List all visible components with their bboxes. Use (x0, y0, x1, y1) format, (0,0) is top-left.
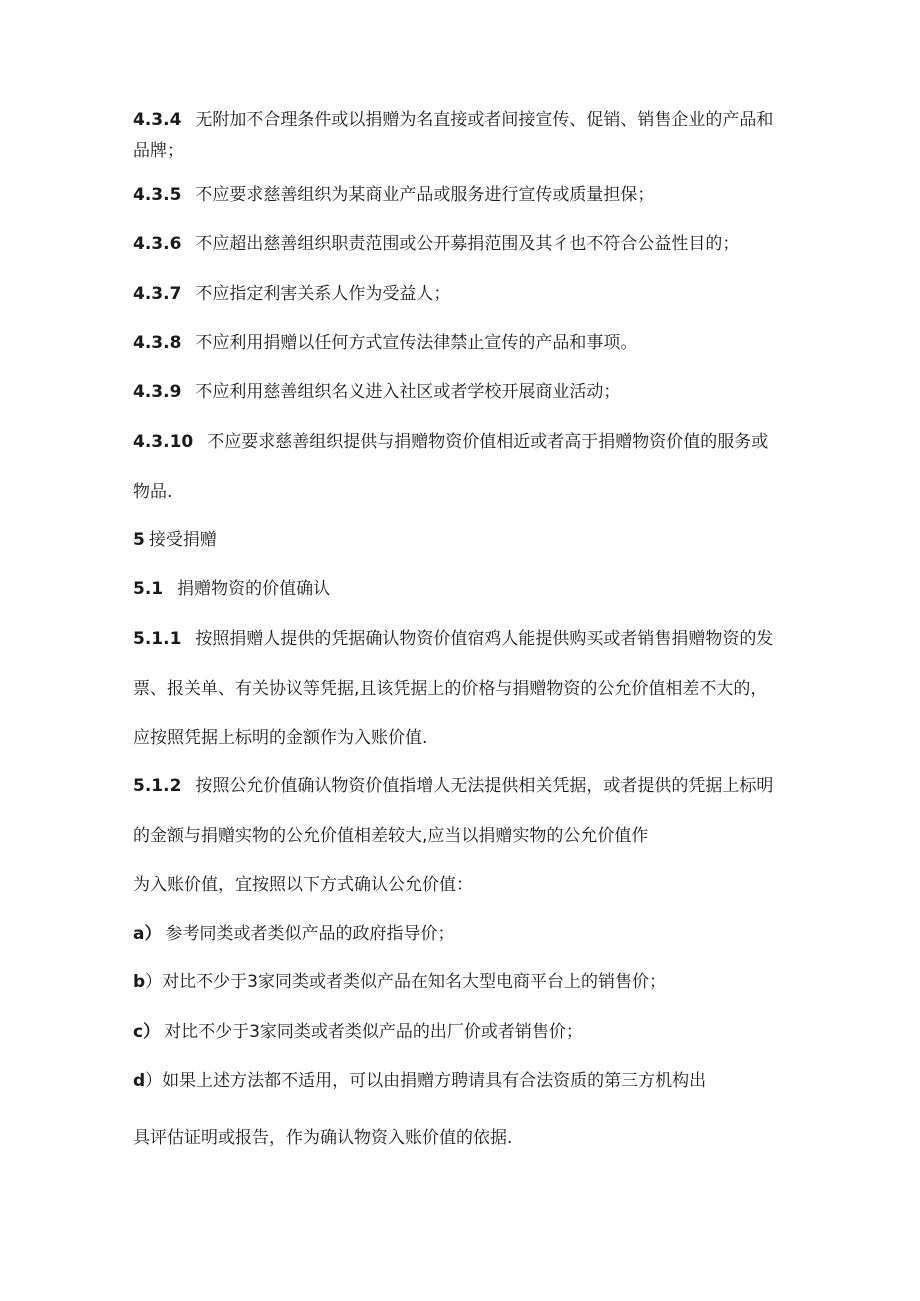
clause-5-1-2-continued (133, 873, 860, 897)
section-5-1-heading (133, 577, 860, 601)
clause-5-1-1-continued (133, 726, 860, 750)
clause-number: 4.3.6 (133, 234, 182, 254)
clause-text: 不应利用捐赠以任何方式宣传法律禁止宣传的产品和事项。 (195, 333, 638, 353)
clause-text: 为入账价值，宜按照以下方式确认公允价值： (133, 875, 473, 895)
clause-5-1-2 (133, 774, 860, 798)
clause-number: 4.3.9 (133, 382, 182, 402)
list-item-b (133, 970, 860, 994)
clause-5-1-1 (133, 627, 860, 651)
clause-text: 不应利用慈善组织名义进入社区或者学校开展商业活动； (195, 382, 621, 402)
list-item-d-continued (133, 1126, 860, 1150)
list-item-a (133, 922, 860, 946)
clause-number: 4.3.7 (133, 284, 182, 304)
clause-text: 按照捐赠人提供的凭据确认物资价值宿鸡人能提供购买或者销售捐赠物资的发 (195, 629, 774, 649)
clause-number: 5.1.1 (133, 629, 182, 649)
clause-number: 4.3.5 (133, 185, 182, 205)
clause-4-3-7 (133, 282, 860, 306)
clause-text: 不应要求慈善组织提供与捐赠物资价值相近或者高于捐赠物资价值的服务或 (207, 432, 769, 452)
clause-text: 不应要求慈善组织为某商业产品或服务进行宣传或质量担保； (195, 185, 655, 205)
clause-5-1-1-continued (133, 677, 860, 701)
list-text: ）如果上述方法都不适用，可以由捐赠方聘请具有合法资质的第三方机构出 (145, 1071, 707, 1091)
clause-text: 无附加不合理条件或以捐赠为名直接或者间接宣传、促销、销售企业的产品和 (195, 110, 774, 130)
list-item-d (133, 1069, 860, 1093)
clause-4-3-6 (133, 232, 860, 256)
list-marker: d (133, 1071, 146, 1091)
clause-4-3-8 (133, 331, 860, 355)
clause-number: 4.3.8 (133, 333, 182, 353)
clause-4-3-10-continued (133, 480, 860, 504)
list-text: ）对比不少于3家同类或者类似产品在知名大型电商平台上的销售价； (145, 972, 666, 992)
clause-text: 应按照凭据上标明的金额作为入账价值. (133, 728, 428, 748)
list-text: 对比不少于3家同类或者类似产品的出厂价或者销售价； (164, 1022, 583, 1042)
clause-text: 品牌； (133, 141, 184, 161)
list-item-c (133, 1020, 860, 1044)
clause-5-1-2-continued (133, 824, 860, 848)
section-title: 捐赠物资的价值确认 (177, 579, 331, 599)
clause-text: 票、报关单、有关协议等凭据,且该凭据上的价格与捐赠物资的公允价值相差不大的， (133, 679, 768, 699)
clause-4-3-9 (133, 380, 860, 404)
clause-text: 按照公允价值确认物资价值指增人无法提供相关凭据，或者提供的凭据上标明 (195, 776, 774, 796)
section-number: 5.1 (133, 579, 164, 599)
list-marker: c） (133, 1022, 161, 1042)
clause-number: 4.3.4 (133, 110, 182, 130)
clause-4-3-10 (133, 430, 860, 454)
clause-4-3-4 (133, 108, 860, 132)
clause-4-3-5 (133, 183, 860, 207)
section-number: 5 (133, 530, 145, 550)
clause-text: 物品. (133, 482, 173, 502)
clause-4-3-4-continued (133, 139, 860, 163)
section-5-heading (133, 528, 860, 552)
clause-text: 不应超出慈善组织职责范围或公开募捐范围及其彳也不符合公益性目的； (195, 234, 740, 254)
clause-number: 4.3.10 (133, 432, 194, 452)
section-title: 接受捐赠 (148, 530, 217, 550)
list-text: 参考同类或者类似产品的政府指导价； (165, 924, 455, 944)
clause-text: 的金额与捐赠实物的公允价值相差较大,应当以捐赠实物的公允价值作 (133, 826, 649, 846)
clause-number: 5.1.2 (133, 776, 182, 796)
list-text: 具评估证明或报告，作为确认物资入账价值的依据. (133, 1128, 513, 1148)
list-marker: b (133, 972, 146, 992)
clause-text: 不应指定利害关系人作为受益人； (195, 284, 451, 304)
list-marker: a） (133, 924, 162, 944)
